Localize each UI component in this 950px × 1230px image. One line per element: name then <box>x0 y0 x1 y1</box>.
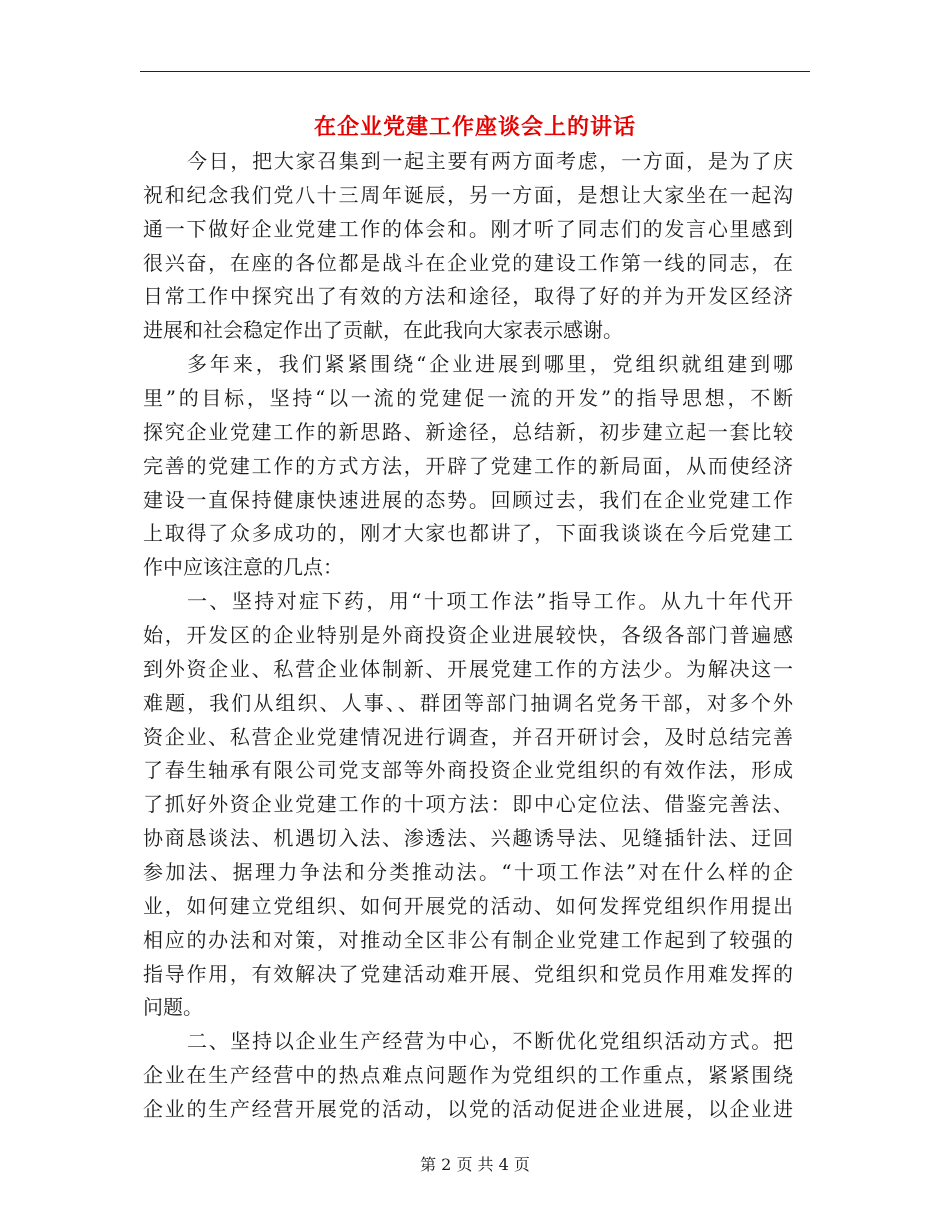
text-line: 了春生轴承有限公司党支部等外商投资企业党组织的有效作法，形成 <box>143 758 793 783</box>
text-line: 作中应该注意的几点： <box>143 555 343 580</box>
text-line: 始，开发区的企业特别是外商投资企业进展较快，各级各部门普遍感 <box>143 623 793 648</box>
text-line: 企业的生产经营开展党的活动，以党的活动促进企业进展，以企业进 <box>143 1097 793 1122</box>
text-line: 问题。 <box>143 995 203 1020</box>
paragraph <box>143 585 793 1025</box>
text-line: 探究企业党建工作的新思路、新途径，总结新，初步建立起一套比较 <box>143 419 793 444</box>
text-line: 进展和社会稳定作出了贡献，在此我向大家表示感谢。 <box>143 318 623 343</box>
text-line: 指导作用，有效解决了党建活动难开展、党组织和党员作用难发挥的 <box>143 961 793 986</box>
header-rule <box>140 71 810 72</box>
paragraph <box>143 348 793 585</box>
text-line: 参加法、据理力争法和分类推动法。“十项工作法”对在什么样的企 <box>143 860 793 885</box>
text-line: 建设一直保持健康快速进展的态势。回顾过去，我们在企业党建工作 <box>143 487 793 512</box>
text-line: 了抓好外资企业党建工作的十项方法：即中心定位法、借鉴完善法、 <box>143 792 793 817</box>
document-title: 在企业党建工作座谈会上的讲话 <box>313 114 636 140</box>
text-line: 企业在生产经营中的热点难点问题作为党组织的工作重点，紧紧围绕 <box>143 1063 793 1088</box>
text-line: 协商恳谈法、机遇切入法、渗透法、兴趣诱导法、见缝插针法、迂回 <box>143 826 793 851</box>
text-line: 通一下做好企业党建工作的体会和。刚才听了同志们的发言心里感到 <box>143 216 793 241</box>
document-body <box>143 145 793 1127</box>
text-line: 到外资企业、私营企业体制新、开展党建工作的方法少。为解决这一 <box>143 656 793 681</box>
text-line: 今日，把大家召集到一起主要有两方面考虑，一方面，是为了庆 <box>187 149 793 173</box>
text-line: 相应的办法和对策，对推动全区非公有制企业党建工作起到了较强的 <box>143 927 793 952</box>
paragraph <box>143 1025 793 1127</box>
text-line: 一、坚持对症下药，用“十项工作法”指导工作。从九十年代开 <box>187 589 793 614</box>
text-line: 难题，我们从组织、人事、、群团等部门抽调名党务干部，对多个外 <box>143 690 793 715</box>
text-line: 日常工作中探究出了有效的方法和途径，取得了好的并为开发区经济 <box>143 284 793 309</box>
text-line: 祝和纪念我们党八十三周年诞辰，另一方面，是想让大家坐在一起沟 <box>143 182 793 207</box>
text-line: 完善的党建工作的方式方法，开辟了党建工作的新局面，从而使经济 <box>143 453 793 478</box>
text-line: 业，如何建立党组织、如何开展党的活动、如何发挥党组织作用提出 <box>143 893 793 918</box>
text-line: 上取得了众多成功的，刚才大家也都讲了，下面我谈谈在今后党建工 <box>143 521 793 546</box>
paragraph <box>143 145 793 348</box>
text-line: 资企业、私营企业党建情况进行调查，并召开研讨会，及时总结完善 <box>143 724 793 749</box>
text-line: 里”的目标，坚持“以一流的党建促一流的开发”的指导思想，不断 <box>143 386 793 411</box>
page-number-footer: 第 2 页 共 4 页 <box>420 1155 530 1174</box>
text-line: 二、坚持以企业生产经营为中心，不断优化党组织活动方式。把 <box>187 1029 793 1054</box>
text-line: 多年来，我们紧紧围绕“企业进展到哪里，党组织就组建到哪 <box>187 352 793 377</box>
text-line: 很兴奋，在座的各位都是战斗在企业党的建设工作第一线的同志，在 <box>143 250 793 275</box>
